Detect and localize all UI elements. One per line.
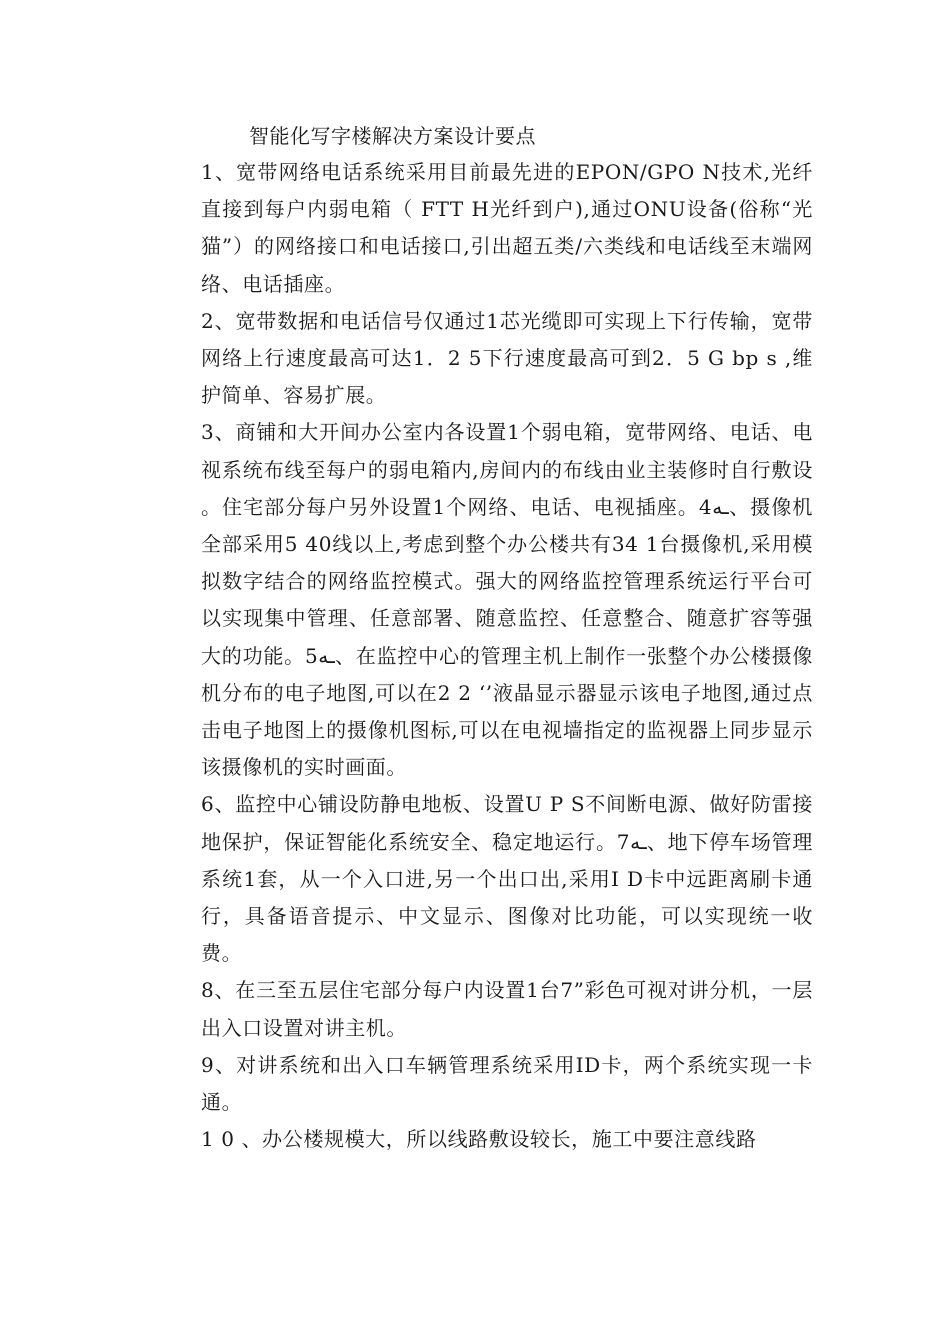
paragraph-2: 2、宽带数据和电话信号仅通过1芯光缆即可实现上下行传输，宽带网络上行速度最高可达1．2 5下行速度最高可到2．5 G bp s ,维护简单、容易扩展。 [201,308,813,408]
paragraph-1: 1、宽带网络电话系统采用目前最先进的EPON/GPO N技术,光纤直接到每户内弱电箱（ FTT H光纤到户),通过ONU设备(俗称“光猫”）的网络接口和电话接口,引出超五类/六类线和电话线至末端网络、电话插座。 [201,160,813,296]
paragraph-10: 1 0 、办公楼规模大，所以线路敷设较长，施工中要注意线路 [201,1127,757,1152]
paragraph-3: 3、商铺和大开间办公室内各设置1个弱电箱，宽带网络、电话、电视系统布线至每户的弱电箱内,房间内的布线由业主装修时自行敷设 。住宅部分每户另外设置1个网络、电话、电视插座。4ـه、摄像机全部采用5 40线以上,考虑到整个办公楼共有34 1台摄像机,采用模拟数字结合的网络监控模式。强大的网络监控管理系统运行平台可以实现集中管理、任意部署、随意监控、任意整合、随意扩容等强大的功能。5ـه、在监控中心的管理主机上制作一张整个办公楼摄像机分布的电子地图,可以在2 2 ‘’液晶显示器显示该电子地图,通过点击电子地图上的摄像机图标,可以在电视墙指定的监视器上同步显示该摄像机的实时画面。 [201,420,813,780]
paragraph-9: 9、对讲系统和出入口车辆管理系统采用ID卡，两个系统实现一卡通。 [201,1052,813,1115]
paragraph-8: 8、在三至五层住宅部分每户内设置1台7”彩色可视对讲分机，一层出入口设置对讲主机。 [201,978,813,1040]
document-title: 智能化写字楼解决方案设计要点 [249,124,536,148]
paragraph-6: 6、监控中心铺设防静电地板、设置U P S不间断电源、做好防雷接地保护，保证智能化系统安全、稳定地运行。7ـه、地下停车场管理系统1套，从一个入口进,另一个出口出,采用I D卡中远距离刷卡通行，具备语音提示、中文显示、图像对比功能，可以实现统一收费。 [201,792,813,966]
document-body [201,118,813,1158]
